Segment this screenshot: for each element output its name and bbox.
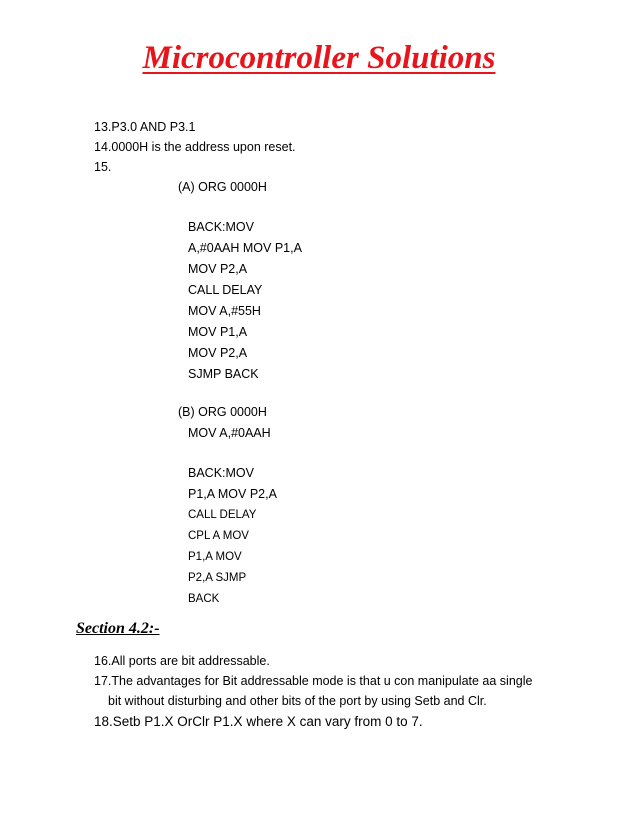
code-b-line: P2,A SJMP: [188, 572, 247, 584]
answer-15: 15.: [94, 160, 112, 174]
code-a-line: MOV P2,A: [188, 262, 248, 276]
page-title: Microcontroller Solutions: [142, 40, 496, 76]
code-a-line: BACK:MOV: [188, 220, 254, 234]
code-b-line: BACK:MOV: [188, 466, 254, 480]
code-a-line: MOV A,#55H: [188, 304, 261, 318]
code-a-line: SJMP BACK: [188, 367, 259, 381]
answer-17-line2: bit without disturbing and other bits of the port by using Setb and Clr.: [108, 694, 487, 708]
code-b-first-line: MOV A,#0AAH: [188, 426, 271, 440]
section-heading: Section 4.2:-: [76, 620, 160, 637]
answer-17-line1: 17.The advantages for Bit addressable mode is that u con manipulate aa single: [94, 674, 533, 688]
answer-14: 14.0000H is the address upon reset.: [94, 140, 296, 154]
answer-16: 16.All ports are bit addressable.: [94, 654, 270, 668]
code-b-line: BACK: [188, 593, 220, 605]
answer-18: 18.Setb P1.X OrClr P1.X where X can vary from 0 to 7.: [94, 714, 423, 729]
code-a-line: MOV P2,A: [188, 346, 248, 360]
answer-13: 13.P3.0 AND P3.1: [94, 120, 196, 134]
code-b-label: (B) ORG 0000H: [178, 405, 267, 419]
code-a-line: MOV P1,A: [188, 325, 248, 339]
code-b-line: CALL DELAY: [188, 509, 257, 521]
code-b-line: P1,A MOV: [188, 551, 242, 563]
code-b-line: CPL A MOV: [188, 530, 249, 542]
code-b-line: P1,A MOV P2,A: [188, 487, 277, 501]
code-a-line: A,#0AAH MOV P1,A: [188, 241, 302, 255]
code-a-line: CALL DELAY: [188, 283, 263, 297]
code-a-label: (A) ORG 0000H: [178, 180, 267, 194]
